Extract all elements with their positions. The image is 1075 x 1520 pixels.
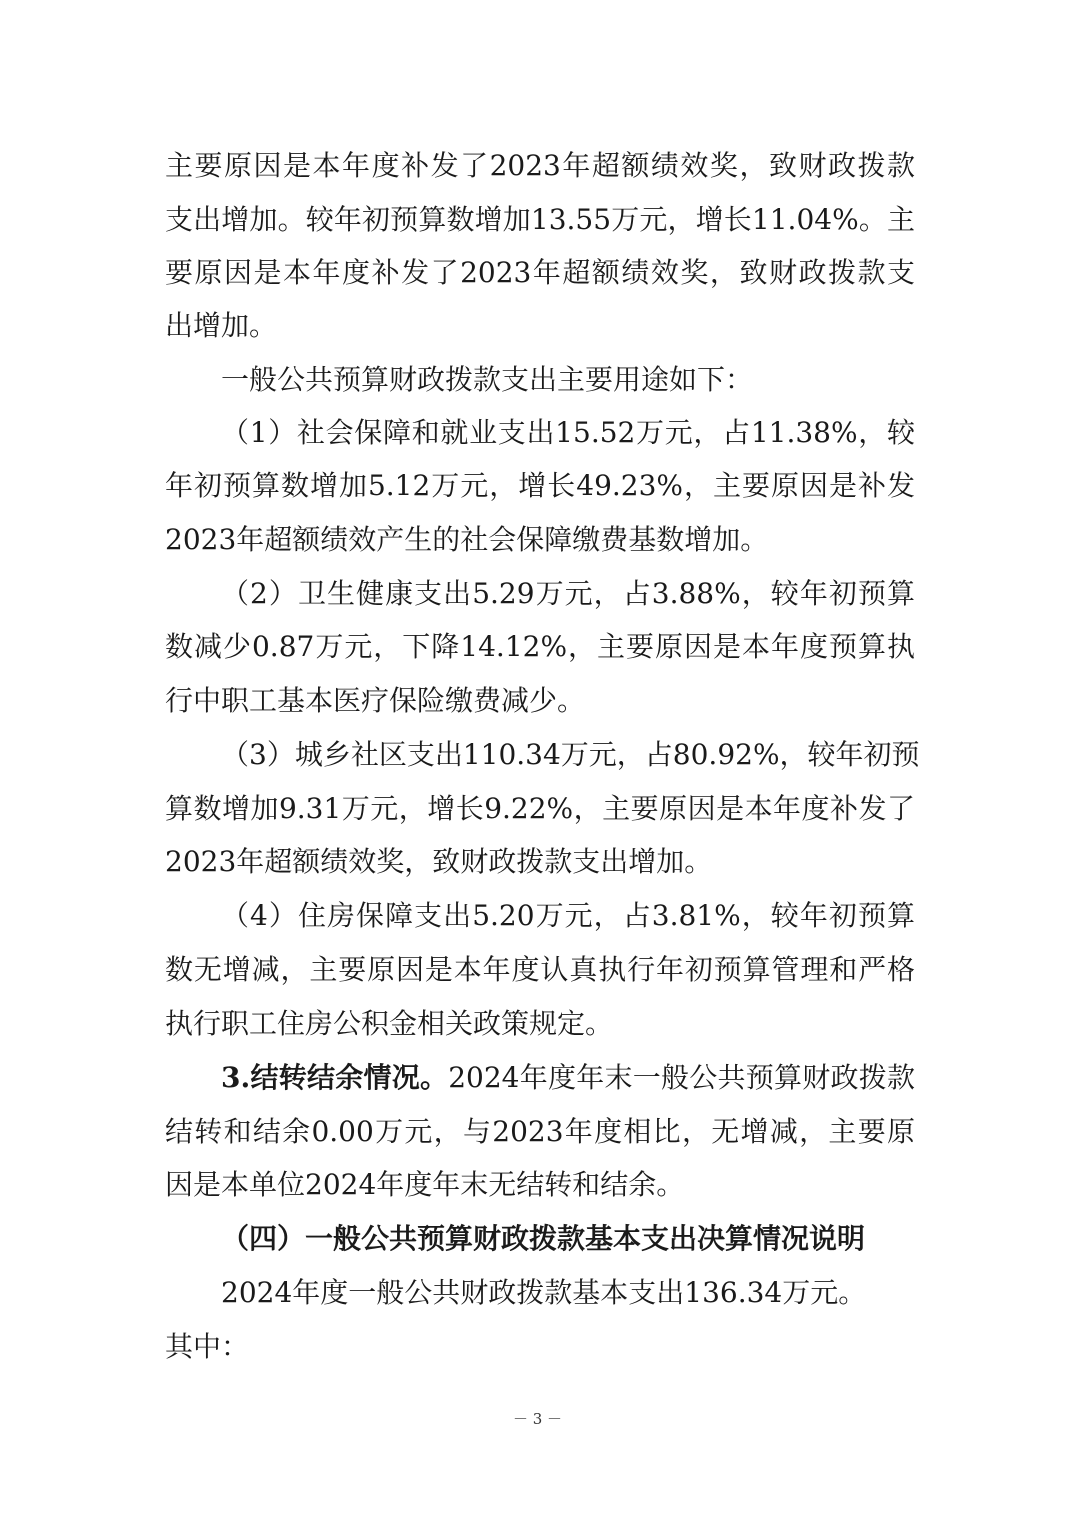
text-line: （4）住房保障支出5.20万元，占3.81%，较年初预算 <box>221 899 915 932</box>
text-line: 支出增加。较年初预算数增加13.55万元，增长11.04%。主 <box>165 203 915 236</box>
text-line: 年初预算数增加5.12万元，增长49.23%，主要原因是补发 <box>165 469 915 502</box>
text-line: 行中职工基本医疗保险缴费减少。 <box>165 684 586 717</box>
text-line: 执行职工住房公积金相关政策规定。 <box>165 1007 614 1040</box>
section-lead: 3.结转结余情况。 <box>221 1061 449 1094</box>
text-line <box>221 1058 915 1098</box>
text-span: 2024年度年末一般公共预算财政拨款 <box>448 1061 915 1094</box>
text-line: 其中： <box>165 1330 250 1363</box>
text-line: 2023年超额绩效奖，致财政拨款支出增加。 <box>165 845 713 878</box>
text-line: （3）城乡社区支出110.34万元，占80.92%，较年初预 <box>221 738 920 771</box>
text-line: 出增加。 <box>165 309 278 342</box>
text-line: 结转和结余0.00万元，与2023年度相比，无增减，主要原 <box>165 1115 915 1148</box>
text-line: 要原因是本年度补发了2023年超额绩效奖，致财政拨款支 <box>165 256 915 289</box>
text-line: 2023年超额绩效产生的社会保障缴费基数增加。 <box>165 523 769 556</box>
text-line: 因是本单位2024年度年末无结转和结余。 <box>165 1168 685 1201</box>
text-line: 数减少0.87万元，下降14.12%，主要原因是本年度预算执 <box>165 630 915 663</box>
section-heading: （四）一般公共预算财政拨款基本支出决算情况说明 <box>221 1222 866 1255</box>
text-line: 一般公共预算财政拨款支出主要用途如下： <box>221 363 754 396</box>
text-line: （1）社会保障和就业支出15.52万元，占11.38%，较 <box>221 416 915 449</box>
page-number: － 3 － <box>512 1410 563 1428</box>
text-line: 2024年度一般公共财政拨款基本支出136.34万元。 <box>221 1276 867 1309</box>
text-line: 主要原因是本年度补发了2023年超额绩效奖，致财政拨款 <box>165 149 915 182</box>
text-line: 数无增减，主要原因是本年度认真执行年初预算管理和严格 <box>165 953 915 986</box>
text-line: 算数增加9.31万元，增长9.22%，主要原因是本年度补发了 <box>165 792 915 825</box>
text-line: （2）卫生健康支出5.29万元，占3.88%，较年初预算 <box>221 577 915 610</box>
